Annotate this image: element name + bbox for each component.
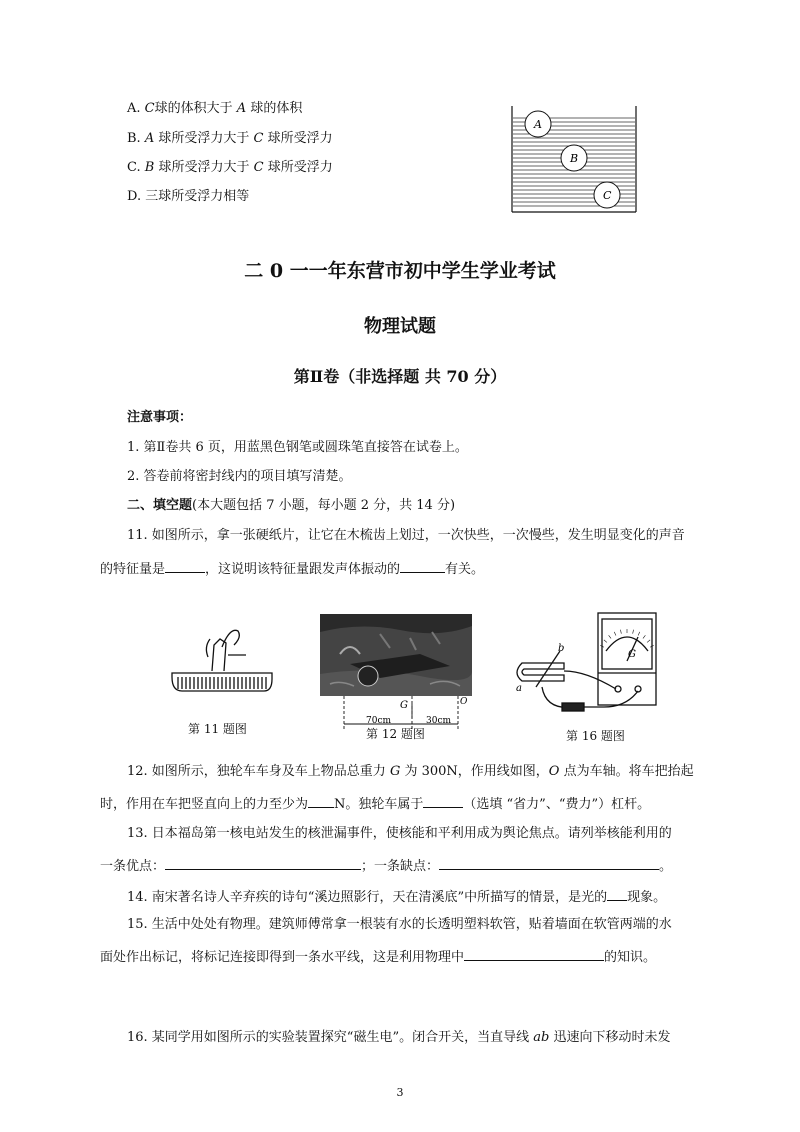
q14-blank-1[interactable] [607, 888, 627, 901]
fig12-dim-right: 30cm [426, 716, 452, 726]
option-d: D. 三球所受浮力相等 [127, 189, 250, 204]
ball-c-label: C [603, 189, 612, 202]
q16-line1: 16. 某同学用如图所示的实验装置探究“磁生电”。闭合开关，当直导线 ab 迅速向下移动时未发 [127, 1030, 671, 1045]
notice-item-2: 2. 答卷前将密封线内的项目填写清楚。 [127, 469, 352, 484]
q15-line2: 面处作出标记，将标记连接即得到一条水平线，这是利用物理中 的知识。 [100, 950, 657, 965]
q12-line1: 12. 如图所示，独轮车车身及车上物品总重力 G 为 300N，作用线如图，O 点为车轴。将车把抬起 [127, 764, 694, 779]
q15-blank-1[interactable] [464, 948, 604, 961]
ball-a-label: A [534, 118, 542, 131]
option-c: C. B 球所受浮力大于 C 球所受浮力 [127, 160, 333, 175]
gauge-tick [643, 635, 645, 638]
option-a: A. C球的体积大于 A 球的体积 [127, 101, 303, 116]
fig16-label-b: b [558, 643, 565, 654]
q12-line2: 时，作用在车把竖直向上的力至少为 N。独轮车属于 （选填 “省力”、“费力”）杠杆。 [100, 797, 651, 812]
gauge-tick [620, 630, 621, 634]
fig12-dim-left: 70cm [366, 716, 392, 726]
q14-line1: 14. 南宋著名诗人辛弃疾的诗句“溪边照影行，天在清溪底”中所描写的情景，是光的 现象。 [127, 890, 667, 905]
q13-blank-2[interactable] [439, 857, 659, 870]
ball-b-label: B [570, 152, 579, 165]
q12-blank-1[interactable] [308, 795, 334, 808]
gauge-tick [614, 632, 616, 636]
fig16-label-g: G [628, 649, 636, 660]
fig16-caption: 第 16 题图 [566, 729, 625, 743]
gauge-tick [633, 630, 634, 634]
gauge-tick [609, 635, 611, 638]
q11-blank-2[interactable] [400, 560, 445, 573]
notice-title: 注意事项： [127, 410, 193, 425]
q11-line2: 的特征量是 ，这说明该特征量跟发声体振动的 有关。 [100, 562, 485, 577]
part2-heading: 二、填空题(本大题包括 7 小题，每小题 2 分，共 14 分) [127, 498, 456, 513]
fig12-label-g: G [400, 700, 408, 711]
q11-line1: 11. 如图所示，拿一张硬纸片，让它在木梳齿上划过，一次快些，一次慢些，发生明显变化的声音 [127, 528, 685, 543]
fig12-label-o: O [460, 697, 468, 707]
q15-line1: 15. 生活中处处有物理。建筑师傅常拿一根装有水的长透明塑料软管，贴着墙面在软管两端的水 [127, 917, 672, 932]
gauge-tick [638, 632, 640, 636]
fig12-photo [320, 614, 472, 696]
q13-blank-1[interactable] [165, 857, 361, 870]
notice-item-1: 1. 第Ⅱ卷共 6 页，用蓝黑色钢笔或圆珠笔直接答在试卷上。 [127, 440, 468, 455]
fig16-label-a: a [516, 683, 522, 694]
exam-title: 二 0 一一年东营市初中学生学业考试 [244, 260, 556, 282]
q11-blank-1[interactable] [165, 560, 205, 573]
page-number: 3 [396, 1086, 404, 1099]
fig11-caption: 第 11 题图 [188, 722, 247, 736]
q13-line2: 一条优点： ；一条缺点： 。 [100, 859, 673, 874]
gauge-tick [647, 640, 650, 643]
q12-blank-2[interactable] [423, 795, 463, 808]
subject-title: 物理试题 [364, 316, 436, 337]
q10-beaker-figure [508, 104, 644, 216]
fig11-comb-drawing [168, 617, 276, 697]
fig16-apparatus-drawing [506, 611, 672, 721]
fig12-caption: 第 12 题图 [366, 727, 425, 741]
section-title: 第Ⅱ卷（非选择题 共 70 分） [293, 367, 507, 386]
q13-line1: 13. 日本福岛第一核电站发生的核泄漏事件，使核能和平利用成为舆论焦点。请列举核能利用的 [127, 826, 672, 841]
gauge-tick [604, 640, 607, 643]
option-b: B. A 球所受浮力大于 C 球所受浮力 [127, 131, 333, 146]
